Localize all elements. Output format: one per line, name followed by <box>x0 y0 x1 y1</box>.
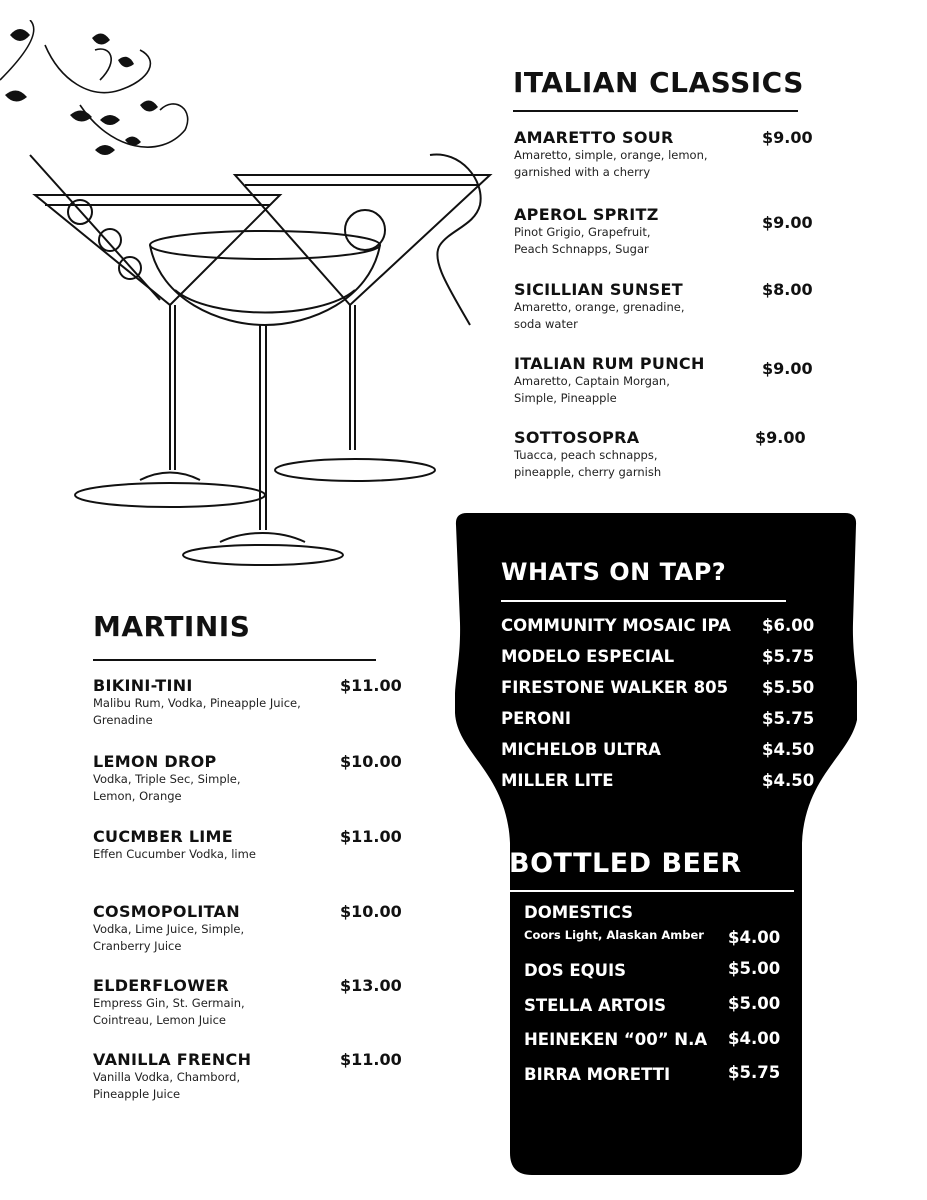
item-name: SOTTOSOPRA <box>514 428 640 447</box>
item-name: DOS EQUIS <box>524 961 627 980</box>
list-item <box>93 902 413 955</box>
item-name: HEINEKEN “00” N.A <box>524 1030 708 1049</box>
martinis-divider <box>93 659 376 661</box>
list-item <box>514 354 814 407</box>
list-item <box>501 740 821 759</box>
item-price: $5.75 <box>762 647 815 666</box>
item-description: Amaretto, orange, grenadine, soda water <box>514 300 685 331</box>
item-name: COSMOPOLITAN <box>93 902 240 921</box>
item-price: $5.50 <box>762 678 815 697</box>
list-item <box>93 676 413 729</box>
item-name: CUCMBER LIME <box>93 827 234 846</box>
list-item <box>93 1050 413 1103</box>
vine-icon <box>0 20 200 170</box>
item-description: Effen Cucumber Vodka, lime <box>93 847 256 861</box>
item-name: PERONI <box>501 709 572 728</box>
list-item <box>524 1030 794 1049</box>
bottled-beer-divider <box>509 890 794 892</box>
item-name: FIRESTONE WALKER 805 <box>501 678 729 697</box>
on-tap-title: WHATS ON TAP? <box>501 558 727 586</box>
item-price: $8.00 <box>762 280 813 299</box>
martinis-title: MARTINIS <box>93 610 251 643</box>
item-price: $9.00 <box>755 428 806 447</box>
item-price: $4.50 <box>762 771 815 790</box>
domestics-group <box>524 903 794 947</box>
item-name: VANILLA FRENCH <box>93 1050 252 1069</box>
item-name: MICHELOB ULTRA <box>501 740 661 759</box>
item-price: $4.00 <box>728 1029 781 1048</box>
item-name: APEROL SPRITZ <box>514 205 659 224</box>
list-item <box>93 976 413 1029</box>
item-price: $9.00 <box>762 128 813 147</box>
item-price: $4.00 <box>728 928 781 947</box>
list-item <box>514 205 814 258</box>
item-name: COMMUNITY MOSAIC IPA <box>501 616 731 635</box>
cocktail-glasses-icon <box>20 150 500 570</box>
item-name: BIKINI-TINI <box>93 676 193 695</box>
item-price: $4.50 <box>762 740 815 759</box>
domestics-description: Coors Light, Alaskan Amber <box>524 928 704 942</box>
list-item <box>514 128 814 181</box>
item-price: $5.75 <box>728 1063 781 1082</box>
item-description: Amaretto, Captain Morgan, Simple, Pineapple <box>514 374 670 405</box>
list-item <box>514 428 814 481</box>
item-description: Malibu Rum, Vodka, Pineapple Juice, Grenadine <box>93 696 301 727</box>
list-item <box>93 827 413 863</box>
item-price: $11.00 <box>340 1050 402 1069</box>
item-name: AMARETTO SOUR <box>514 128 674 147</box>
item-description: Pinot Grigio, Grapefruit, Peach Schnapps, Sugar <box>514 225 651 256</box>
item-price: $9.00 <box>762 359 813 378</box>
item-name: BIRRA MORETTI <box>524 1065 671 1084</box>
item-description: Vodka, Lime Juice, Simple, Cranberry Juice <box>93 922 245 953</box>
italian-classics-divider <box>513 110 798 112</box>
item-name: MODELO ESPECIAL <box>501 647 675 666</box>
list-item <box>501 678 821 697</box>
item-price: $6.00 <box>762 616 815 635</box>
item-name: SICILLIAN SUNSET <box>514 280 683 299</box>
list-item <box>501 616 821 635</box>
item-price: $11.00 <box>340 676 402 695</box>
item-description: Vanilla Vodka, Chambord, Pineapple Juice <box>93 1070 241 1101</box>
item-name: ELDERFLOWER <box>93 976 230 995</box>
item-name: ITALIAN RUM PUNCH <box>514 354 705 373</box>
list-item <box>524 996 794 1015</box>
item-price: $13.00 <box>340 976 402 995</box>
domestics-label: DOMESTICS <box>524 903 633 922</box>
list-item <box>524 1065 794 1084</box>
item-name: STELLA ARTOIS <box>524 996 666 1015</box>
list-item <box>93 752 413 805</box>
list-item <box>501 709 821 728</box>
item-name: LEMON DROP <box>93 752 217 771</box>
list-item <box>524 961 794 980</box>
item-price: $5.75 <box>762 709 815 728</box>
item-price: $10.00 <box>340 752 402 771</box>
list-item <box>501 771 821 790</box>
item-description: Tuacca, peach schnapps, pineapple, cherry garnish <box>514 448 662 479</box>
bottled-beer-title: BOTTLED BEER <box>509 848 742 879</box>
item-description: Empress Gin, St. Germain, Cointreau, Lemon Juice <box>93 996 245 1027</box>
list-item <box>514 280 814 333</box>
item-price: $11.00 <box>340 827 402 846</box>
list-item <box>501 647 821 666</box>
item-price: $10.00 <box>340 902 402 921</box>
item-price: $5.00 <box>728 994 781 1013</box>
italian-classics-title: ITALIAN CLASSICS <box>513 66 804 99</box>
item-price: $9.00 <box>762 213 813 232</box>
item-description: Vodka, Triple Sec, Simple, Lemon, Orange <box>93 772 241 803</box>
item-name: MILLER LITE <box>501 771 614 790</box>
on-tap-divider <box>501 600 786 602</box>
item-description: Amaretto, simple, orange, lemon, garnished with a cherry <box>514 148 708 179</box>
item-price: $5.00 <box>728 959 781 978</box>
